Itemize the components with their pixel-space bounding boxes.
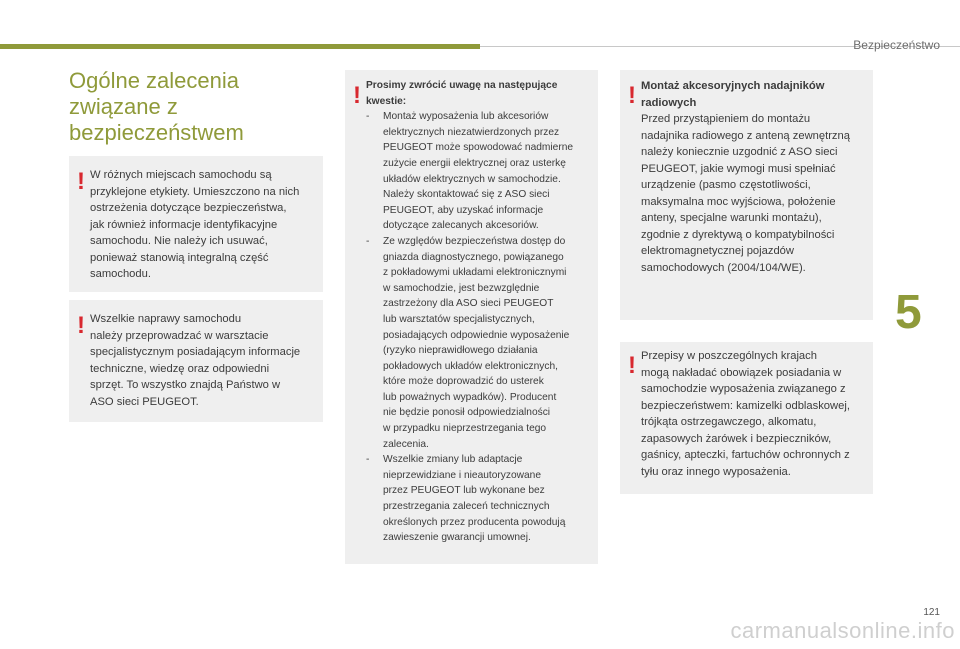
text-line: ostrzeżenia dotyczące bezpieczeństwa, bbox=[90, 202, 287, 214]
text-line: w przypadku nieprzestrzegania tego bbox=[383, 423, 547, 435]
text-line: pokładowych układów elektronicznych, bbox=[383, 360, 558, 372]
warning-text bbox=[90, 311, 317, 410]
heading-line: Montaż akcesoryjnych nadajników bbox=[641, 80, 825, 92]
heading-line: radiowych bbox=[641, 96, 697, 109]
warning-heading bbox=[366, 78, 592, 109]
text-line: tyłu oraz innego wyposażenia. bbox=[641, 465, 791, 478]
text-line: należy koniecznie uzgodnić z ASO sieci bbox=[641, 146, 838, 158]
text-line: przestrzegania zaleceń technicznych bbox=[383, 501, 550, 513]
text-line: W różnych miejscach samochodu są bbox=[90, 169, 272, 181]
text-line: anteny, specjalne warunki montażu), bbox=[641, 212, 822, 224]
text-line: samochodowych (2004/104/WE). bbox=[641, 261, 806, 274]
list-item bbox=[366, 109, 592, 234]
list-item bbox=[366, 234, 592, 452]
text-line: mogą nakładać obowiązek posiadania w bbox=[641, 366, 842, 379]
text-line: Ze względów bezpieczeństwa dostęp do bbox=[383, 235, 566, 247]
text-line: zgodnie z dyrektywą o kompatybilności bbox=[641, 228, 835, 241]
warning-text bbox=[641, 78, 867, 276]
text-line: maksymalna moc wyjściowa, położenie bbox=[641, 195, 836, 208]
page-title-line: związane z bbox=[69, 94, 178, 119]
text-line: specjalistycznym posiadającym informacje bbox=[90, 346, 301, 358]
text-line: przyklejone etykiety. Umieszczono na nich bbox=[90, 185, 300, 198]
chapter-number: 5 bbox=[895, 286, 922, 339]
warning-box-country-regulations bbox=[620, 342, 873, 494]
dash-bullet: - bbox=[366, 111, 370, 123]
text-line: zużycie energii elektrycznej oraz usterkę bbox=[383, 157, 566, 169]
text-line: techniczne, wiedzę oraz odpowiedni bbox=[90, 362, 270, 375]
text-line: (ryzyko nieprawidłowego działania bbox=[383, 345, 538, 357]
text-line: trójkąta ostrzegawczego, alkomatu, bbox=[641, 416, 817, 428]
text-line: elektrycznych niezatwierdzonych przez bbox=[383, 126, 560, 138]
warning-box-radio-transmitters bbox=[620, 70, 873, 320]
exclamation-warning-icon: ! bbox=[77, 312, 85, 339]
text-line: zawieszenie gwarancji umownej. bbox=[383, 532, 531, 544]
page-number: 121 bbox=[923, 607, 940, 618]
warning-text bbox=[641, 348, 867, 480]
page-title bbox=[69, 68, 329, 146]
warning-heading bbox=[641, 78, 867, 111]
warning-list bbox=[366, 109, 592, 546]
text-line: posiadających odpowiednie wyposażenie bbox=[383, 329, 570, 341]
page-title-line: Ogólne zalecenia bbox=[69, 68, 240, 93]
text-line: Przepisy w poszczególnych krajach bbox=[641, 350, 817, 362]
section-title: Bezpieczeństwo bbox=[853, 38, 940, 52]
text-line: które może doprowadzić do usterek bbox=[383, 376, 544, 388]
text-line: samochodu. bbox=[90, 268, 151, 280]
text-line: nadajnika radiowego z anteną zewnętrzną bbox=[641, 129, 850, 142]
dash-bullet: - bbox=[366, 454, 370, 466]
text-line: należy przeprowadzać w warsztacie bbox=[90, 329, 269, 342]
text-line: zapasowych żarówek i bezpieczników, bbox=[641, 432, 832, 445]
text-line: Należy skontaktować się z ASO sieci bbox=[383, 189, 550, 201]
text-line: samochodzie wyposażenia związanego z bbox=[641, 383, 846, 395]
text-line: Wszelkie zmiany lub adaptacje bbox=[383, 454, 523, 466]
heading-line: kwestie: bbox=[366, 95, 407, 107]
list-item bbox=[366, 452, 592, 546]
exclamation-warning-icon: ! bbox=[353, 82, 361, 109]
text-line: ASO sieci PEUGEOT. bbox=[90, 395, 199, 408]
warning-box-labels bbox=[69, 156, 323, 292]
text-line: w samochodzie, jest bezwzględnie bbox=[383, 282, 540, 294]
text-line: sprzęt. To wszystko znajdą Państwo w bbox=[90, 379, 281, 391]
text-line: określonych przez producenta powodują bbox=[383, 516, 566, 528]
text-line: lub warsztatów specjalistycznych, bbox=[383, 313, 535, 325]
text-line: Wszelkie naprawy samochodu bbox=[90, 313, 242, 325]
text-line: lub poważnych wypadków). Producent bbox=[383, 391, 557, 403]
text-line: PEUGEOT, jakie wymogi musi spełniać bbox=[641, 162, 836, 175]
text-line: dotyczące zalecanych akcesoriów. bbox=[383, 220, 539, 232]
warning-text bbox=[90, 167, 317, 283]
warning-text bbox=[366, 78, 592, 546]
text-line: Montaż wyposażenia lub akcesoriów bbox=[383, 111, 549, 123]
text-line: bezpieczeństwem: kamizelki odblaskowej, bbox=[641, 399, 850, 412]
text-line: z pokładowymi układami elektronicznymi bbox=[383, 267, 567, 279]
header-accent-bar bbox=[0, 44, 480, 49]
text-line: PEUGEOT, aby uzyskać informacje bbox=[383, 204, 544, 216]
exclamation-warning-icon: ! bbox=[628, 352, 636, 379]
text-line: nie będzie ponosił odpowiedzialności bbox=[383, 407, 551, 419]
exclamation-warning-icon: ! bbox=[628, 82, 636, 109]
text-line: nieprzewidziane i nieautoryzowane bbox=[383, 469, 542, 481]
text-line: zastrzeżony dla ASO sieci PEUGEOT bbox=[383, 298, 554, 310]
text-line: przez PEUGEOT lub wykonane bez bbox=[383, 485, 545, 497]
text-line: gaśnicy, apteczki, fartuchów ochronnych z bbox=[641, 449, 850, 461]
text-line: Przed przystąpieniem do montażu bbox=[641, 113, 811, 125]
text-line: samochodu. Nie należy ich usuwać, bbox=[90, 235, 268, 247]
text-line: PEUGEOT może spowodować nadmierne bbox=[383, 142, 574, 154]
text-line: jak również informacje identyfikacyjne bbox=[90, 218, 278, 231]
warning-box-electrical bbox=[345, 70, 598, 564]
text-line: układów elektrycznych w samochodzie. bbox=[383, 173, 561, 185]
exclamation-warning-icon: ! bbox=[77, 168, 85, 195]
heading-line: Prosimy zwrócić uwagę na następujące bbox=[366, 80, 558, 91]
watermark: carmanualsonline.info bbox=[730, 618, 955, 643]
page-title-line: bezpieczeństwem bbox=[69, 120, 244, 145]
warning-box-repairs bbox=[69, 300, 323, 422]
dash-bullet: - bbox=[366, 235, 370, 247]
text-line: ponieważ stanowią integralną część bbox=[90, 251, 269, 264]
text-line: gniazda diagnostycznego, powiązanego bbox=[383, 251, 564, 263]
text-line: elektromagnetycznej pojazdów bbox=[641, 245, 794, 257]
text-line: zalecenia. bbox=[383, 438, 429, 450]
text-line: urządzenie (pasmo częstotliwości, bbox=[641, 179, 811, 191]
